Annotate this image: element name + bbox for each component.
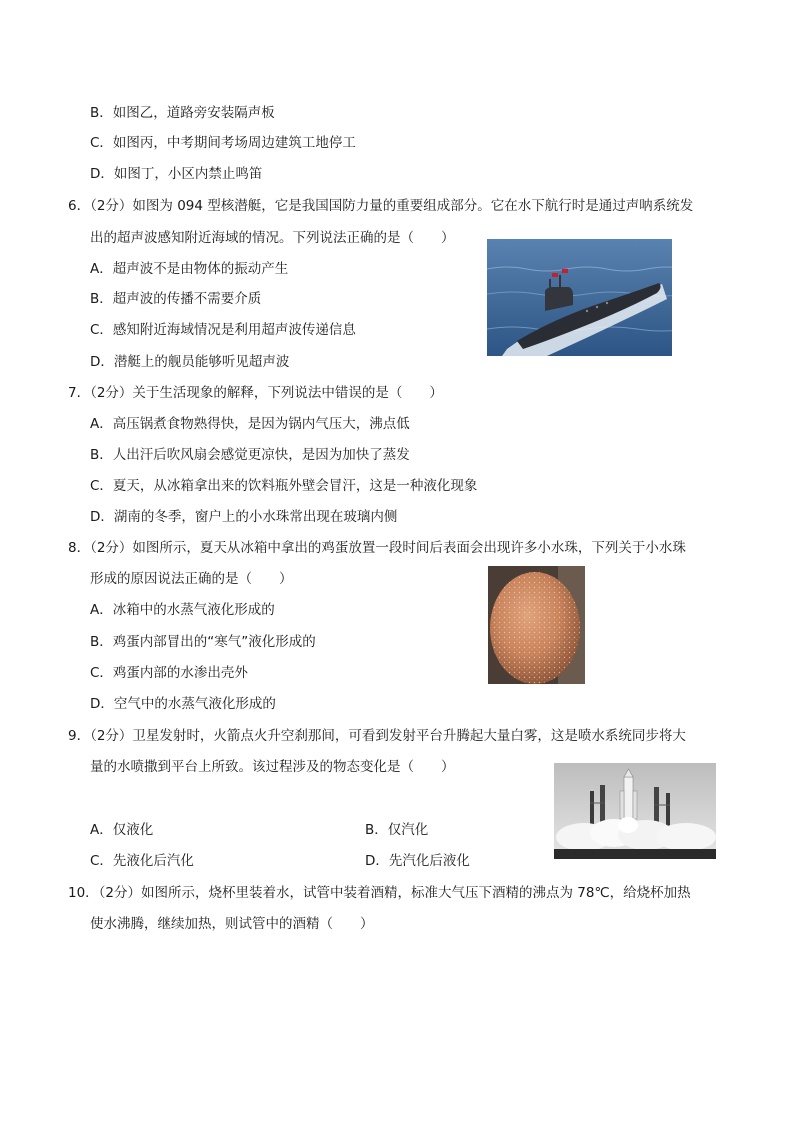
- rocket-launch-photo: [554, 763, 716, 859]
- q7-option-c: C．夏天，从冰箱拿出来的饮料瓶外壁会冒汗，这是一种液化现象: [90, 478, 478, 494]
- q8-option-d: D．空气中的水蒸气液化形成的: [90, 696, 276, 712]
- q7-option-a: A．高压锅煮食物熟得快，是因为锅内气压大，沸点低: [90, 416, 410, 432]
- q10-stem-line1: 10．（2分）如图所示，烧杯里装着水，试管中装着酒精，标准大气压下酒精的沸点为 78℃，给烧杯加热: [68, 885, 691, 901]
- q9-stem-line2: 量的水喷撒到平台上所致。该过程涉及的物态变化是（ ）: [90, 759, 455, 775]
- q10-stem-line2: 使水沸腾，继续加热，则试管中的酒精（ ）: [90, 916, 374, 932]
- q8-stem-line1: 8．（2分）如图所示，夏天从冰箱中拿出的鸡蛋放置一段时间后表面会出现许多小水珠，下列关于小水珠: [68, 540, 686, 556]
- q8-stem-line2: 形成的原因说法正确的是（ ）: [90, 571, 293, 587]
- q7-option-d: D．湖南的冬季，窗户上的小水珠常出现在玻璃内侧: [90, 509, 398, 525]
- egg-photo: [488, 566, 585, 684]
- q9-option-a: A．仅液化: [90, 822, 154, 838]
- submarine-photo: [487, 239, 672, 356]
- q6-option-b: B．超声波的传播不需要介质: [90, 291, 262, 307]
- q9-option-b: B．仅汽化: [365, 822, 429, 838]
- q5-option-b: B．如图乙，道路旁安装隔声板: [90, 105, 275, 121]
- q6-stem-line1: 6．（2分）如图为 094 型核潜艇，它是我国国防力量的重要组成部分。它在水下航行时是通过声呐系统发: [68, 198, 694, 214]
- q7-stem-line1: 7．（2分）关于生活现象的解释，下列说法中错误的是（ ）: [68, 385, 443, 401]
- q6-stem-line2: 出的超声波感知附近海域的情况。下列说法正确的是（ ）: [90, 230, 455, 246]
- q5-option-c: C．如图丙，中考期间考场周边建筑工地停工: [90, 135, 356, 151]
- q6-option-c: C．感知附近海域情况是利用超声波传递信息: [90, 322, 356, 338]
- q9-option-c: C．先液化后汽化: [90, 853, 194, 869]
- q6-option-a: A．超声波不是由物体的振动产生: [90, 261, 289, 277]
- q9-stem-line1: 9．（2分）卫星发射时，火箭点火升空刹那间，可看到发射平台升腾起大量白雾，这是喷水系统同步将大: [68, 728, 686, 744]
- q5-option-d: D．如图丁，小区内禁止鸣笛: [90, 166, 263, 182]
- q8-option-b: B．鸡蛋内部冒出的“寒气”液化形成的: [90, 634, 316, 650]
- q6-option-d: D．潜艇上的舰员能够听见超声波: [90, 354, 290, 370]
- q8-option-c: C．鸡蛋内部的水渗出壳外: [90, 665, 248, 681]
- q7-option-b: B．人出汗后吹风扇会感觉更凉快，是因为加快了蒸发: [90, 447, 410, 463]
- q9-option-d: D．先汽化后液化: [365, 853, 470, 869]
- q8-option-a: A．冰箱中的水蒸气液化形成的: [90, 602, 275, 618]
